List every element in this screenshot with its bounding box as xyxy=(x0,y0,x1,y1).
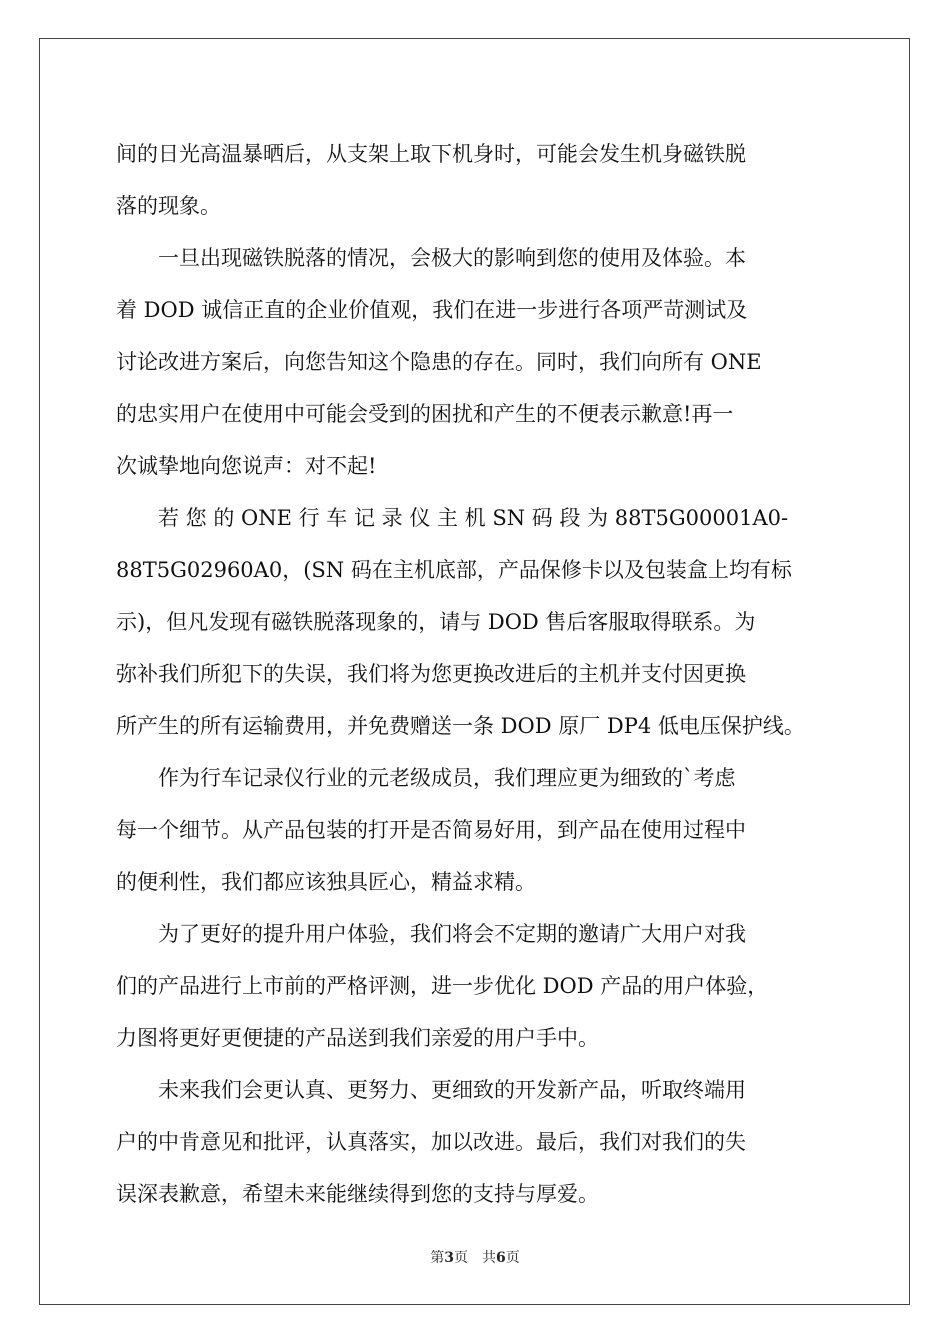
text-line: 所产生的所有运输费用，并免费赠送一条 DOD 原厂 DP4 低电压保护线。 xyxy=(116,714,805,738)
text-line: 示)，但凡发现有磁铁脱落现象的，请与 DOD 售后客服取得联系。为 xyxy=(116,610,756,634)
page-prefix: 第 xyxy=(430,1250,445,1266)
text-line: 未来我们会更认真、更努力、更细致的开发新产品，听取终端用 xyxy=(116,1078,746,1102)
text-line: 误深表歉意，希望未来能继续得到您的支持与厚爱。 xyxy=(116,1182,599,1206)
page-suffix: 页 xyxy=(505,1250,520,1266)
text-line: 次诚挚地向您说声：对不起! xyxy=(116,454,377,478)
text-line: 落的现象。 xyxy=(116,194,221,218)
text-line: 户的中肯意见和批评，认真落实，加以改进。最后，我们对我们的失 xyxy=(116,1130,746,1154)
text-line: 若 您 的 ONE 行 车 记 录 仪 主 机 SN 码 段 为 88T5G00001A0- xyxy=(116,506,789,530)
text-line: 一旦出现磁铁脱落的情况，会极大的影响到您的使用及体验。本 xyxy=(116,246,746,270)
text-line: 们的产品进行上市前的严格评测，进一步优化 DOD 产品的用户体验， xyxy=(116,974,769,998)
text-line: 力图将更好更便捷的产品送到我们亲爱的用户手中。 xyxy=(116,1026,599,1050)
text-line: 着 DOD 诚信正直的企业价值观，我们在进一步进行各项严苛测试及 xyxy=(116,298,748,322)
text-line: 作为行车记录仪行业的元老级成员，我们理应更为细致的`考虑 xyxy=(116,766,736,790)
text-line: 弥补我们所犯下的失误，我们将为您更换改进后的主机并支付因更换 xyxy=(116,662,746,686)
text-line: 每一个细节。从产品包装的打开是否简易好用，到产品在使用过程中 xyxy=(116,818,746,842)
page-mid: 页 共 xyxy=(454,1250,496,1266)
text-line: 的忠实用户在使用中可能会受到的困扰和产生的不便表示歉意!再一 xyxy=(116,402,734,426)
text-line: 间的日光高温暴晒后，从支架上取下机身时，可能会发生机身磁铁脱 xyxy=(116,142,746,166)
page-footer xyxy=(0,1248,950,1268)
page-total-number: 6 xyxy=(496,1250,506,1266)
text-line: 88T5G02960A0，(SN 码在主机底部，产品保修卡以及包装盒上均有标 xyxy=(116,558,792,582)
text-line: 为了更好的提升用户体验，我们将会不定期的邀请广大用户对我 xyxy=(116,922,746,946)
text-line: 讨论改进方案后，向您告知这个隐患的存在。同时，我们向所有 ONE xyxy=(116,350,762,374)
document-body xyxy=(116,128,834,1220)
text-line: 的便利性，我们都应该独具匠心，精益求精。 xyxy=(116,870,536,894)
page-current-number: 3 xyxy=(444,1250,454,1266)
